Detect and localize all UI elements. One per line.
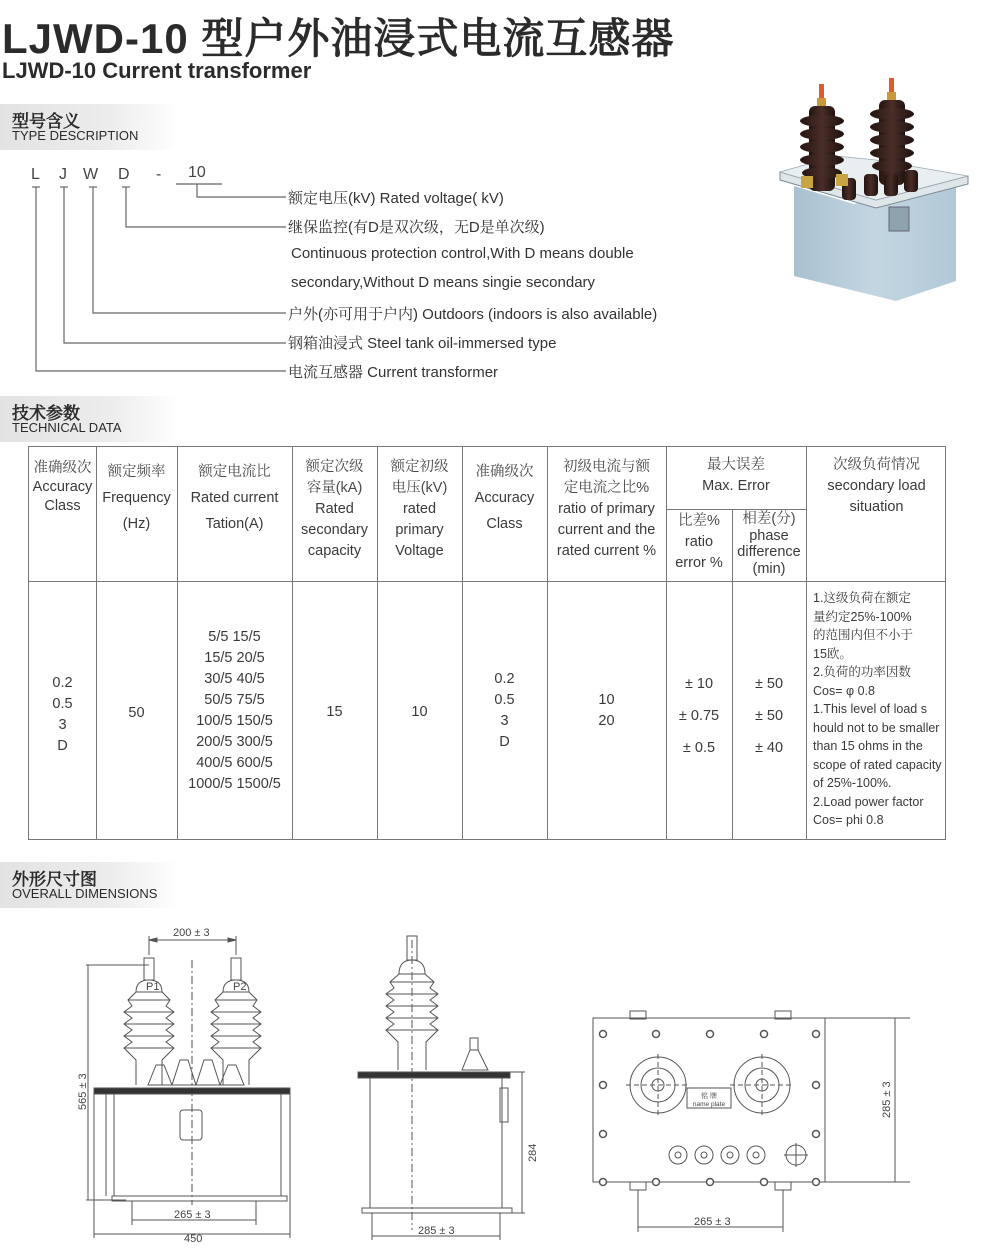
value: ± 0.75 bbox=[678, 708, 720, 724]
note-line: Cos= φ 0.8 bbox=[813, 683, 875, 698]
header-en: error % bbox=[675, 555, 723, 571]
header-en: rated current % bbox=[556, 543, 657, 559]
header-en: Accuracy bbox=[32, 479, 93, 495]
section-title-cn: 技术参数 bbox=[12, 404, 80, 423]
header-en: Frequency bbox=[102, 490, 171, 506]
value: D bbox=[57, 738, 68, 754]
col-header-primary-voltage bbox=[377, 457, 462, 562]
value: 10 bbox=[598, 692, 615, 708]
col-header-accuracy-class-2 bbox=[462, 459, 547, 537]
header-cn: 额定次级 bbox=[305, 459, 364, 475]
dim-total-width: 450 bbox=[184, 1233, 203, 1245]
desc-protection-en-2: secondary,Without D means singie secondary bbox=[291, 274, 596, 291]
header-en: Max. Error bbox=[702, 478, 770, 494]
col-header-secondary-load bbox=[806, 455, 947, 518]
cell-phase-difference bbox=[732, 668, 806, 764]
note-line: 1.This level of load s bbox=[813, 702, 927, 716]
code-voltage: 10 bbox=[188, 164, 206, 181]
code-letter-w: W bbox=[83, 166, 99, 183]
top-view-drawing bbox=[590, 1010, 910, 1240]
value: 400/5 600/5 bbox=[196, 755, 273, 771]
note-line: hould not to be smaller bbox=[813, 720, 940, 735]
value: D bbox=[499, 734, 510, 750]
header-en: Voltage bbox=[395, 543, 444, 559]
header-en: primary bbox=[395, 522, 444, 538]
desc-outdoors: 户外(亦可用于户内) Outdoors (indoors is also available) bbox=[288, 306, 658, 323]
value: ± 40 bbox=[754, 740, 784, 756]
note-line: 2.Load power factor bbox=[813, 794, 924, 809]
side-view-drawing bbox=[350, 930, 540, 1248]
header-cn: 最大误差 bbox=[707, 457, 765, 473]
col-header-frequency bbox=[96, 459, 177, 537]
header-en: ratio of primary bbox=[558, 501, 655, 517]
value: 30/5 40/5 bbox=[204, 671, 265, 687]
value: 0.5 bbox=[52, 696, 73, 712]
header-en: Class bbox=[44, 498, 81, 514]
col-header-secondary-capacity bbox=[292, 457, 377, 562]
header-en: (Hz) bbox=[122, 516, 151, 532]
cell-ratio-error bbox=[666, 668, 732, 764]
cell-secondary-capacity: 15 bbox=[326, 704, 343, 720]
dim-total-height: 565 ± 3 bbox=[77, 1073, 89, 1110]
section-header-type-description bbox=[0, 104, 180, 150]
section-header-technical-data bbox=[0, 396, 180, 442]
col-header-phase-difference bbox=[732, 511, 806, 577]
header-en: capacity bbox=[307, 543, 362, 559]
note-line: 15欧。 bbox=[813, 646, 852, 661]
header-en: rated bbox=[402, 501, 437, 517]
header-cn: 比差% bbox=[678, 513, 720, 529]
page-title: LJWD-10 型户外油浸式电流互感器 bbox=[2, 15, 675, 62]
header-en: current and the bbox=[557, 522, 656, 538]
col-header-ratio-error bbox=[666, 511, 732, 574]
technical-data-table bbox=[28, 446, 946, 840]
code-leader-lines bbox=[0, 150, 300, 390]
dim-side-width: 285 ± 3 bbox=[418, 1225, 455, 1237]
header-cn: 次级负荷情况 bbox=[833, 457, 920, 473]
header-en: Rated current bbox=[190, 490, 279, 506]
section-title-en: TYPE DESCRIPTION bbox=[12, 128, 139, 143]
value: 0.5 bbox=[494, 692, 515, 708]
header-cn: 相差(分) bbox=[742, 511, 796, 527]
value: ± 0.5 bbox=[682, 740, 716, 756]
header-en: (min) bbox=[752, 560, 786, 577]
col-header-rated-current bbox=[177, 459, 292, 537]
table-subheader-divider bbox=[666, 509, 806, 510]
cell-current-ratio-percent bbox=[547, 690, 666, 732]
dim-top-depth: 285 ± 3 bbox=[881, 1081, 893, 1118]
dim-top-hole-spacing: 265 ± 3 bbox=[694, 1216, 731, 1228]
value: ± 10 bbox=[684, 676, 714, 692]
section-title-cn: 外形尺寸图 bbox=[12, 870, 97, 889]
note-line: 1.这级负荷在额定 bbox=[813, 591, 911, 605]
section-header-overall-dimensions bbox=[0, 862, 180, 908]
value: 3 bbox=[58, 717, 67, 733]
value: ± 50 bbox=[754, 708, 784, 724]
dim-tank-height: 284 bbox=[527, 1143, 539, 1162]
header-en: difference bbox=[737, 544, 801, 560]
front-view-drawing bbox=[76, 920, 316, 1245]
header-cn: 额定电流比 bbox=[198, 464, 271, 480]
desc-protection-cn: 继保监控(有D是双次级，无D是单次级) bbox=[288, 219, 545, 236]
header-cn: 电压(kV) bbox=[391, 480, 448, 496]
section-title-en: OVERALL DIMENSIONS bbox=[12, 886, 158, 901]
header-cn: 定电流之比% bbox=[563, 480, 650, 496]
cell-frequency: 50 bbox=[128, 705, 145, 721]
nameplate-label-en: name plate bbox=[692, 1101, 726, 1108]
note-line: than 15 ohms in the bbox=[813, 739, 923, 753]
section-title-en: TECHNICAL DATA bbox=[12, 420, 122, 435]
cell-primary-voltage: 10 bbox=[411, 704, 428, 720]
note-line: Cos= phi 0.8 bbox=[813, 813, 884, 827]
value: 5/5 15/5 bbox=[208, 629, 261, 645]
code-letter-l: L bbox=[31, 166, 40, 183]
header-en: Tation(A) bbox=[205, 516, 264, 532]
desc-rated-voltage: 额定电压(kV) Rated voltage( kV) bbox=[288, 190, 504, 207]
header-en: phase bbox=[749, 527, 789, 544]
value: 20 bbox=[598, 713, 615, 729]
cell-load-notes bbox=[813, 589, 945, 830]
dim-base-holes: 265 ± 3 bbox=[174, 1209, 211, 1221]
header-cn: 额定初级 bbox=[390, 459, 449, 475]
code-letter-d: D bbox=[118, 166, 130, 183]
value: 0.2 bbox=[494, 671, 515, 687]
note-line: of 25%-100%. bbox=[813, 776, 892, 790]
header-cn: 准确级次 bbox=[475, 464, 534, 480]
value: 100/5 150/5 bbox=[196, 713, 273, 729]
table-header-divider bbox=[29, 581, 945, 582]
header-en: situation bbox=[849, 499, 904, 515]
value: 0.2 bbox=[52, 675, 73, 691]
cell-rated-current-ratios bbox=[177, 627, 292, 795]
terminal-label-p2: P2 bbox=[233, 981, 247, 993]
value: 200/5 300/5 bbox=[196, 734, 273, 750]
table-divider bbox=[666, 447, 667, 839]
current-transformer-photo bbox=[776, 76, 986, 308]
col-header-current-ratio bbox=[547, 457, 666, 562]
section-title-cn: 型号含义 bbox=[12, 112, 80, 131]
col-header-max-error bbox=[666, 455, 806, 497]
note-line: 2.负荷的功率因数 bbox=[813, 665, 911, 679]
dim-terminal-spacing: 200 ± 3 bbox=[173, 927, 210, 939]
code-letter-j: J bbox=[59, 166, 67, 183]
header-en: Class bbox=[486, 516, 523, 532]
desc-steel-tank: 钢箱油浸式 Steel tank oil-immersed type bbox=[288, 335, 557, 352]
note-line: 量约定25%-100% bbox=[813, 609, 912, 624]
note-line: 的范围内但不小于 bbox=[813, 628, 914, 642]
value: 50/5 75/5 bbox=[204, 692, 265, 708]
col-header-accuracy-class bbox=[29, 459, 96, 516]
nameplate-label-cn: 铭 牌 bbox=[701, 1093, 717, 1100]
header-en: Accuracy bbox=[474, 490, 535, 506]
header-cn: 额定频率 bbox=[107, 464, 166, 480]
header-en: ratio bbox=[684, 534, 714, 550]
header-en: secondary bbox=[301, 522, 368, 538]
code-dash: - bbox=[156, 166, 162, 183]
value: 1000/5 1500/5 bbox=[188, 776, 281, 792]
cell-accuracy-class-2 bbox=[462, 669, 547, 753]
desc-current-transformer: 电流互感器 Current transformer bbox=[288, 364, 499, 381]
desc-protection-en-1: Continuous protection control,With D means double bbox=[291, 245, 634, 262]
header-cn: 容量(kA) bbox=[306, 480, 363, 496]
page-subtitle: LJWD-10 Current transformer bbox=[2, 58, 312, 83]
cell-accuracy-class bbox=[29, 673, 96, 757]
value: 3 bbox=[500, 713, 509, 729]
terminal-label-p1: P1 bbox=[146, 981, 160, 993]
note-line: scope of rated capacity bbox=[813, 757, 942, 772]
header-en: secondary load bbox=[827, 478, 926, 494]
value: ± 50 bbox=[754, 676, 784, 692]
header-cn: 准确级次 bbox=[33, 460, 92, 476]
header-en: Rated bbox=[315, 501, 354, 517]
header-cn: 初级电流与额 bbox=[563, 459, 650, 475]
value: 15/5 20/5 bbox=[204, 650, 265, 666]
